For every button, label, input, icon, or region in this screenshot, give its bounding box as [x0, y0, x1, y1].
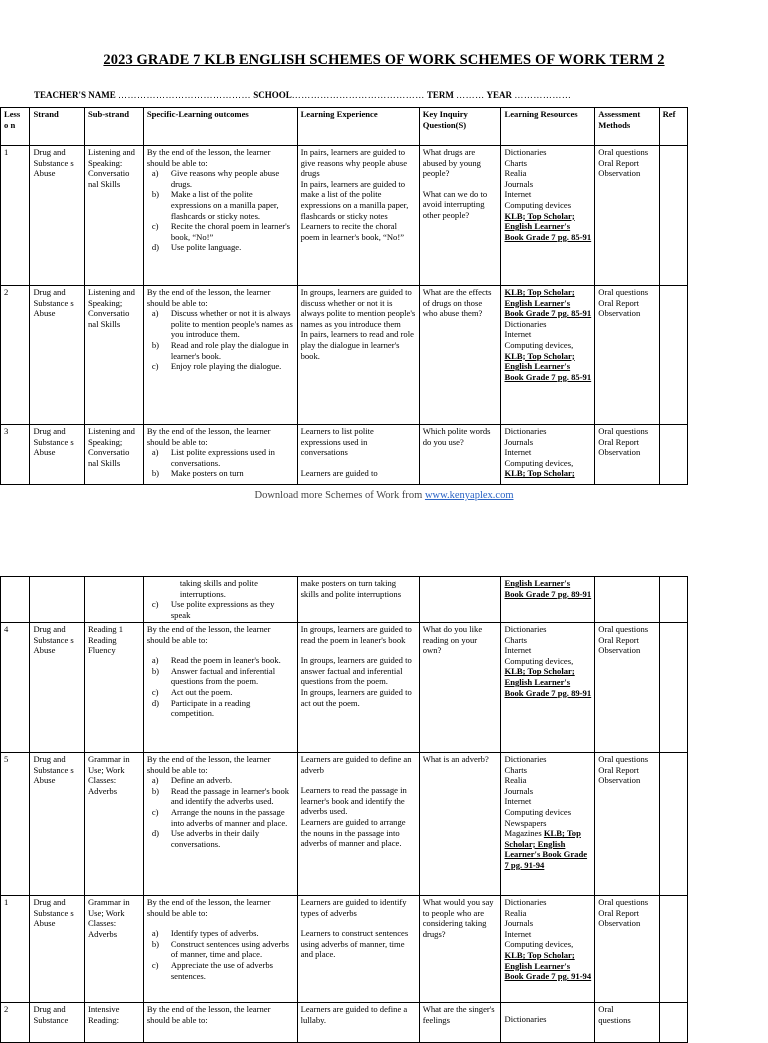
substrand-cell: Grammar in Use; Work Classes: Adverbs [84, 753, 143, 896]
header-strand: Strand [30, 108, 85, 146]
assessment-cell [595, 286, 659, 425]
resources-cell [501, 753, 595, 896]
outcomes-intro: By the end of the lesson, the learner should be able to: [146, 147, 271, 168]
assessment-item: Oral Report [598, 907, 640, 918]
list-item: Read the passage in learner's book and identify the adverbs used. [170, 785, 290, 807]
resource-item: Computing devices [504, 199, 572, 210]
experience-cell [297, 753, 419, 896]
list-item: Identify types of adverbs. [170, 928, 259, 939]
list-item: Arrange the nouns in the passage into adverbs of manner and place. [170, 806, 288, 828]
experience-item: Learners are guided to define a lullaby. [300, 1004, 408, 1025]
schemes-table-page2 [0, 576, 688, 1043]
table-row [1, 1003, 688, 1043]
strand-cell: Drug and Substance s Abuse [30, 286, 85, 425]
list-item: List polite expressions used in conversations. [170, 447, 275, 468]
inquiry-question: What are the effects of drugs on those who abuse them? [422, 287, 492, 319]
outcomes-cell [143, 146, 297, 286]
year-label: YEAR [486, 90, 513, 100]
ref-cell [659, 896, 687, 1003]
experience-item: In groups, learners are guided to discuss whether or not it is always polite to mention people's names as you introduce them [300, 287, 416, 329]
resources-cell [501, 146, 595, 286]
resources-cell [501, 286, 595, 425]
inquiry-question: What can we do to avoid interrupting other people? [422, 188, 488, 220]
assessment-cell [595, 1003, 659, 1043]
strand-cell: Drug and Substance s Abuse [30, 753, 85, 896]
table-row [1, 146, 688, 286]
textbook-reference: English Learner's Book Grade 7 pg. 89-91 [504, 578, 592, 599]
outcomes-cell [143, 577, 297, 623]
footer-link[interactable]: www.kenyaplex.com [424, 490, 514, 501]
substrand-cell: Listening and Speaking; Conversatio nal Skills [84, 425, 143, 485]
strand-cell [30, 577, 85, 623]
schemes-table-page1 [0, 107, 688, 485]
assessment-item: Oral Report [598, 634, 640, 645]
inquiry-cell [419, 753, 501, 896]
outcomes-list [147, 447, 294, 479]
list-item: Construct sentences using adverbs of manner, time and place. [170, 938, 289, 960]
table-header-row [1, 108, 688, 146]
outcomes-intro: By the end of the lesson, the learner should be able to: [146, 287, 271, 308]
table-row [1, 623, 688, 753]
resource-item: Computing devices, [504, 339, 574, 350]
assessment-item: Oral questions [598, 287, 649, 297]
table-row [1, 753, 688, 896]
teacher-dots: …………………………………… [118, 90, 252, 100]
inquiry-question: What are the singer's feelings [422, 1004, 495, 1025]
outcomes-intro: By the end of the lesson, the learner should be able to: [146, 624, 271, 645]
ref-cell [659, 146, 687, 286]
assessment-item: Oral questions [598, 624, 649, 634]
assessment-item: Oral [598, 1004, 614, 1014]
resource-item: Computing devices, [504, 655, 574, 666]
resource-item: Internet [504, 796, 532, 807]
resource-item: Internet [504, 189, 532, 200]
resource-item: Computing devices, [504, 457, 574, 468]
term-dots: ……… [456, 90, 485, 100]
list-item: Use adverbs in their daily conversations. [170, 828, 260, 849]
header-substrand: Sub-strand [84, 108, 143, 146]
assessment-item: Oral questions [598, 754, 649, 764]
assessment-cell [595, 425, 659, 485]
resource-item: Dictionaries [504, 754, 547, 764]
resource-item: Internet [504, 928, 532, 939]
outcomes-cell [143, 623, 297, 753]
assessment-cell [595, 577, 659, 623]
resource-item: Journals [504, 436, 534, 447]
assessment-item: Oral Report [598, 297, 640, 308]
header-assessment: Assessment Methods [595, 108, 659, 146]
experience-item: Learners are guided to define an adverb [300, 754, 412, 775]
document-title: 2023 GRADE 7 KLB ENGLISH SCHEMES OF WORK SCHEMES OF WORK TERM 2 [103, 52, 665, 68]
assessment-item: Observation [598, 775, 641, 786]
outcomes-list [147, 928, 294, 981]
assessment-item: Observation [598, 918, 641, 929]
table-row-continuation [1, 577, 688, 623]
inquiry-cell [419, 146, 501, 286]
list-item: Recite the choral poem in learner's book, “No!” [170, 221, 291, 242]
experience-item: Learners are guided to identify types of adverbs [300, 897, 407, 918]
experience-item: Learners to list polite expressions used in conversations [300, 426, 374, 458]
inquiry-question: What would you say to people who are considering taking drugs? [422, 897, 494, 939]
resource-item: Newspapers [504, 817, 547, 828]
assessment-item: Observation [598, 447, 641, 458]
substrand-cell: Listening and Speaking; Conversatio nal Skills [84, 286, 143, 425]
resource-item: Realia [504, 168, 527, 179]
download-footer [0, 490, 768, 501]
list-item: Read and role play the dialogue in learner's book. [170, 339, 289, 361]
outcomes-list [147, 168, 294, 253]
experience-cell [297, 896, 419, 1003]
resources-cell [501, 1003, 595, 1043]
ref-cell [659, 753, 687, 896]
header-outcomes: Specific-Learning outcomes [143, 108, 297, 146]
ref-cell [659, 1003, 687, 1043]
inquiry-cell [419, 623, 501, 753]
outcomes-list [147, 308, 294, 372]
resource-item-magazines [504, 828, 591, 870]
header-inquiry: Key Inquiry Question(S) [419, 108, 501, 146]
list-item: Give reasons why people abuse drugs. [170, 168, 280, 189]
outcomes-list [147, 599, 294, 620]
resource-item: Internet [504, 329, 532, 340]
experience-cell [297, 286, 419, 425]
assessment-cell [595, 146, 659, 286]
list-item: Define an adverb. [170, 775, 233, 786]
experience-item: In pairs, learners to read and role play the dialogue in learner's book. [300, 329, 414, 361]
list-item: Answer factual and inferential questions from the poem. [170, 665, 276, 687]
teacher-label: TEACHER'S NAME [34, 90, 116, 100]
assessment-item: Oral questions [598, 147, 649, 157]
resource-item: Journals [504, 785, 534, 796]
textbook-reference: KLB; Top Scholar; English Learner's Book Grade 7 pg. 85-91 [504, 287, 592, 319]
outcomes-cell: By the end of the lesson, the learner should be able to: [143, 1003, 297, 1043]
substrand-cell: Reading 1 Reading Fluency [84, 623, 143, 753]
footer-text: Download more Schemes of Work from [254, 490, 425, 501]
resource-item: Dictionaries [504, 1014, 547, 1024]
assessment-item: Observation [598, 168, 641, 179]
header-lesson: Less o n [1, 108, 30, 146]
resource-item: Charts [504, 157, 527, 168]
experience-item: Learners to construct sentences using adverbs of manner, time and place. [300, 928, 409, 960]
ref-cell [659, 623, 687, 753]
list-item: Make a list of the polite expressions on a manilla paper, flashcards or sticky notes. [170, 189, 279, 221]
list-item: Participate in a reading competition. [170, 697, 251, 719]
table-row [1, 425, 688, 485]
textbook-reference: KLB; Top Scholar; English Learner's Book Grade 7 pg. 85-91 [504, 210, 592, 242]
lesson-number [1, 577, 30, 623]
experience-cell [297, 577, 419, 623]
inquiry-cell [419, 425, 501, 485]
resource-item: Dictionaries [504, 897, 547, 907]
resources-cell [501, 577, 595, 623]
assessment-item: Oral Report [598, 157, 640, 168]
resources-cell [501, 623, 595, 753]
experience-item: In pairs, learners are guided to give reasons why people abuse drugs [300, 147, 408, 179]
ref-cell [659, 286, 687, 425]
assessment-item: Oral questions [598, 426, 649, 436]
experience-item: make posters on turn taking skills and polite interruptions [300, 578, 402, 599]
assessment-item: Oral questions [598, 897, 649, 907]
strand-cell: Drug and Substance [30, 1003, 85, 1043]
assessment-cell [595, 896, 659, 1003]
strand-cell: Drug and Substance s Abuse [30, 146, 85, 286]
lesson-number: 2 [1, 286, 30, 425]
experience-cell [297, 425, 419, 485]
resource-item: Journals [504, 178, 534, 189]
strand-cell: Drug and Substance s Abuse [30, 425, 85, 485]
resource-item: Internet [504, 447, 532, 458]
resource-item: Computing devices, [504, 939, 574, 950]
substrand-cell [84, 577, 143, 623]
outcomes-intro: By the end of the lesson, the learner should be able to: [146, 426, 271, 447]
header-experience: Learning Experience [297, 108, 419, 146]
lesson-number: 4 [1, 623, 30, 753]
resource-item: Computing devices [504, 806, 572, 817]
resource-item: Dictionaries [504, 318, 547, 329]
list-item: Act out the poem. [170, 686, 233, 697]
outcomes-list [147, 775, 294, 849]
resource-item: Charts [504, 634, 527, 645]
list-item: Use polite language. [170, 242, 242, 253]
resource-item: Dictionaries [504, 426, 547, 436]
outcomes-cell [143, 753, 297, 896]
assessment-item: Observation [598, 645, 641, 656]
ref-cell [659, 425, 687, 485]
table-row [1, 896, 688, 1003]
table-row [1, 286, 688, 425]
resources-cell [501, 425, 595, 485]
substrand-cell: Intensive Reading: [84, 1003, 143, 1043]
textbook-reference: KLB; Top Scholar; English Learner's Book Grade 7 pg. 91-94 [504, 949, 592, 982]
header-ref: Ref [659, 108, 687, 146]
list-item: Discuss whether or not it is always polite to mention people's names as you introduce them. [170, 308, 293, 340]
resource-item: Dictionaries [504, 624, 547, 634]
strand-cell: Drug and Substance s Abuse [30, 623, 85, 753]
resource-item: Dictionaries [504, 147, 547, 157]
list-item: Read the poem in leaner's book. [170, 655, 281, 666]
resource-item: Journals [504, 918, 534, 929]
outcomes-cell [143, 425, 297, 485]
experience-item: In groups, learners are guided to read the poem in leaner's book [300, 624, 412, 645]
assessment-item: Oral Report [598, 436, 640, 447]
lesson-number: 1 [1, 896, 30, 1003]
outcomes-cell [143, 896, 297, 1003]
lesson-number: 2 [1, 1003, 30, 1043]
inquiry-cell [419, 896, 501, 1003]
experience-item: Learners to recite the choral poem in learner's book, “No!” [300, 221, 405, 242]
list-item: Use polite expressions as they speak [170, 599, 275, 620]
textbook-reference: KLB; Top Scholar; English Learner's Book Grade 7 pg. 91-94 [504, 828, 588, 870]
resource-item: Realia [504, 775, 527, 786]
lesson-number: 1 [1, 146, 30, 286]
term-label: TERM [426, 90, 454, 100]
resources-cell [501, 896, 595, 1003]
lesson-number: 5 [1, 753, 30, 896]
assessment-item: questions [598, 1014, 631, 1025]
textbook-reference: KLB; Top Scholar; English Learner's Book Grade 7 pg. 89-91 [504, 666, 592, 698]
ref-cell [659, 577, 687, 623]
substrand-cell: Grammar in Use; Work Classes: Adverbs [84, 896, 143, 1003]
outcomes-intro: By the end of the lesson, the learner should be able to: [146, 897, 271, 918]
resource-item: Internet [504, 645, 532, 656]
inquiry-cell [419, 1003, 501, 1043]
assessment-cell [595, 623, 659, 753]
textbook-reference: KLB; Top Scholar; English Learner's Book Grade 7 pg. 85-91 [504, 350, 592, 382]
textbook-reference: KLB; Top Scholar; [504, 468, 575, 479]
school-label: SCHOOL [253, 90, 292, 100]
resource-item: Charts [504, 764, 527, 775]
experience-item: Learners are guided to [300, 467, 378, 478]
resource-item: Realia [504, 907, 527, 918]
assessment-cell [595, 753, 659, 896]
experience-item: In groups, learners are guided to answer factual and inferential questions from the poem. [300, 655, 412, 687]
outcomes-list [147, 655, 294, 719]
outcome-continued-text: taking skills and polite interruptions. [179, 578, 258, 599]
outcomes-cell [143, 286, 297, 425]
inquiry-question: Which polite words do you use? [422, 426, 491, 447]
experience-item: In groups, learners are guided to act out the poem. [300, 686, 412, 708]
list-item: Appreciate the use of adverbs sentences. [170, 959, 273, 981]
teacher-info-line [34, 90, 571, 100]
list-item: Enjoy role playing the dialogue. [170, 361, 282, 372]
experience-cell [297, 623, 419, 753]
experience-item: Learners to read the passage in learner's book and identify the adverbs used. [300, 785, 407, 817]
inquiry-question: What do you like reading on your own? [422, 624, 483, 656]
inquiry-cell [419, 286, 501, 425]
experience-item: In pairs, learners are guided to make a list of the polite expressions on a manilla paper, flashcards or sticky notes [300, 178, 409, 221]
experience-cell [297, 146, 419, 286]
inquiry-question: What is an adverb? [422, 754, 489, 764]
year-dots: ……………… [514, 90, 572, 100]
outcomes-intro: By the end of the lesson, the learner should be able to: [146, 754, 271, 775]
strand-cell: Drug and Substance s Abuse [30, 896, 85, 1003]
assessment-item: Observation [598, 308, 641, 319]
experience-cell [297, 1003, 419, 1043]
school-dots: …………………………………… [291, 90, 425, 100]
lesson-number: 3 [1, 425, 30, 485]
substrand-cell: Listening and Speaking: Conversatio nal Skills [84, 146, 143, 286]
header-resources: Learning Resources [501, 108, 595, 146]
experience-item: Learners are guided to arrange the nouns in the passage into adverbs of manner and place. [300, 816, 406, 849]
list-item: Make posters on turn [170, 468, 244, 479]
inquiry-question: What drugs are abused by young people? [422, 147, 481, 179]
magazines-label: Magazines [504, 828, 544, 839]
inquiry-cell [419, 577, 501, 623]
assessment-item: Oral Report [598, 764, 640, 775]
